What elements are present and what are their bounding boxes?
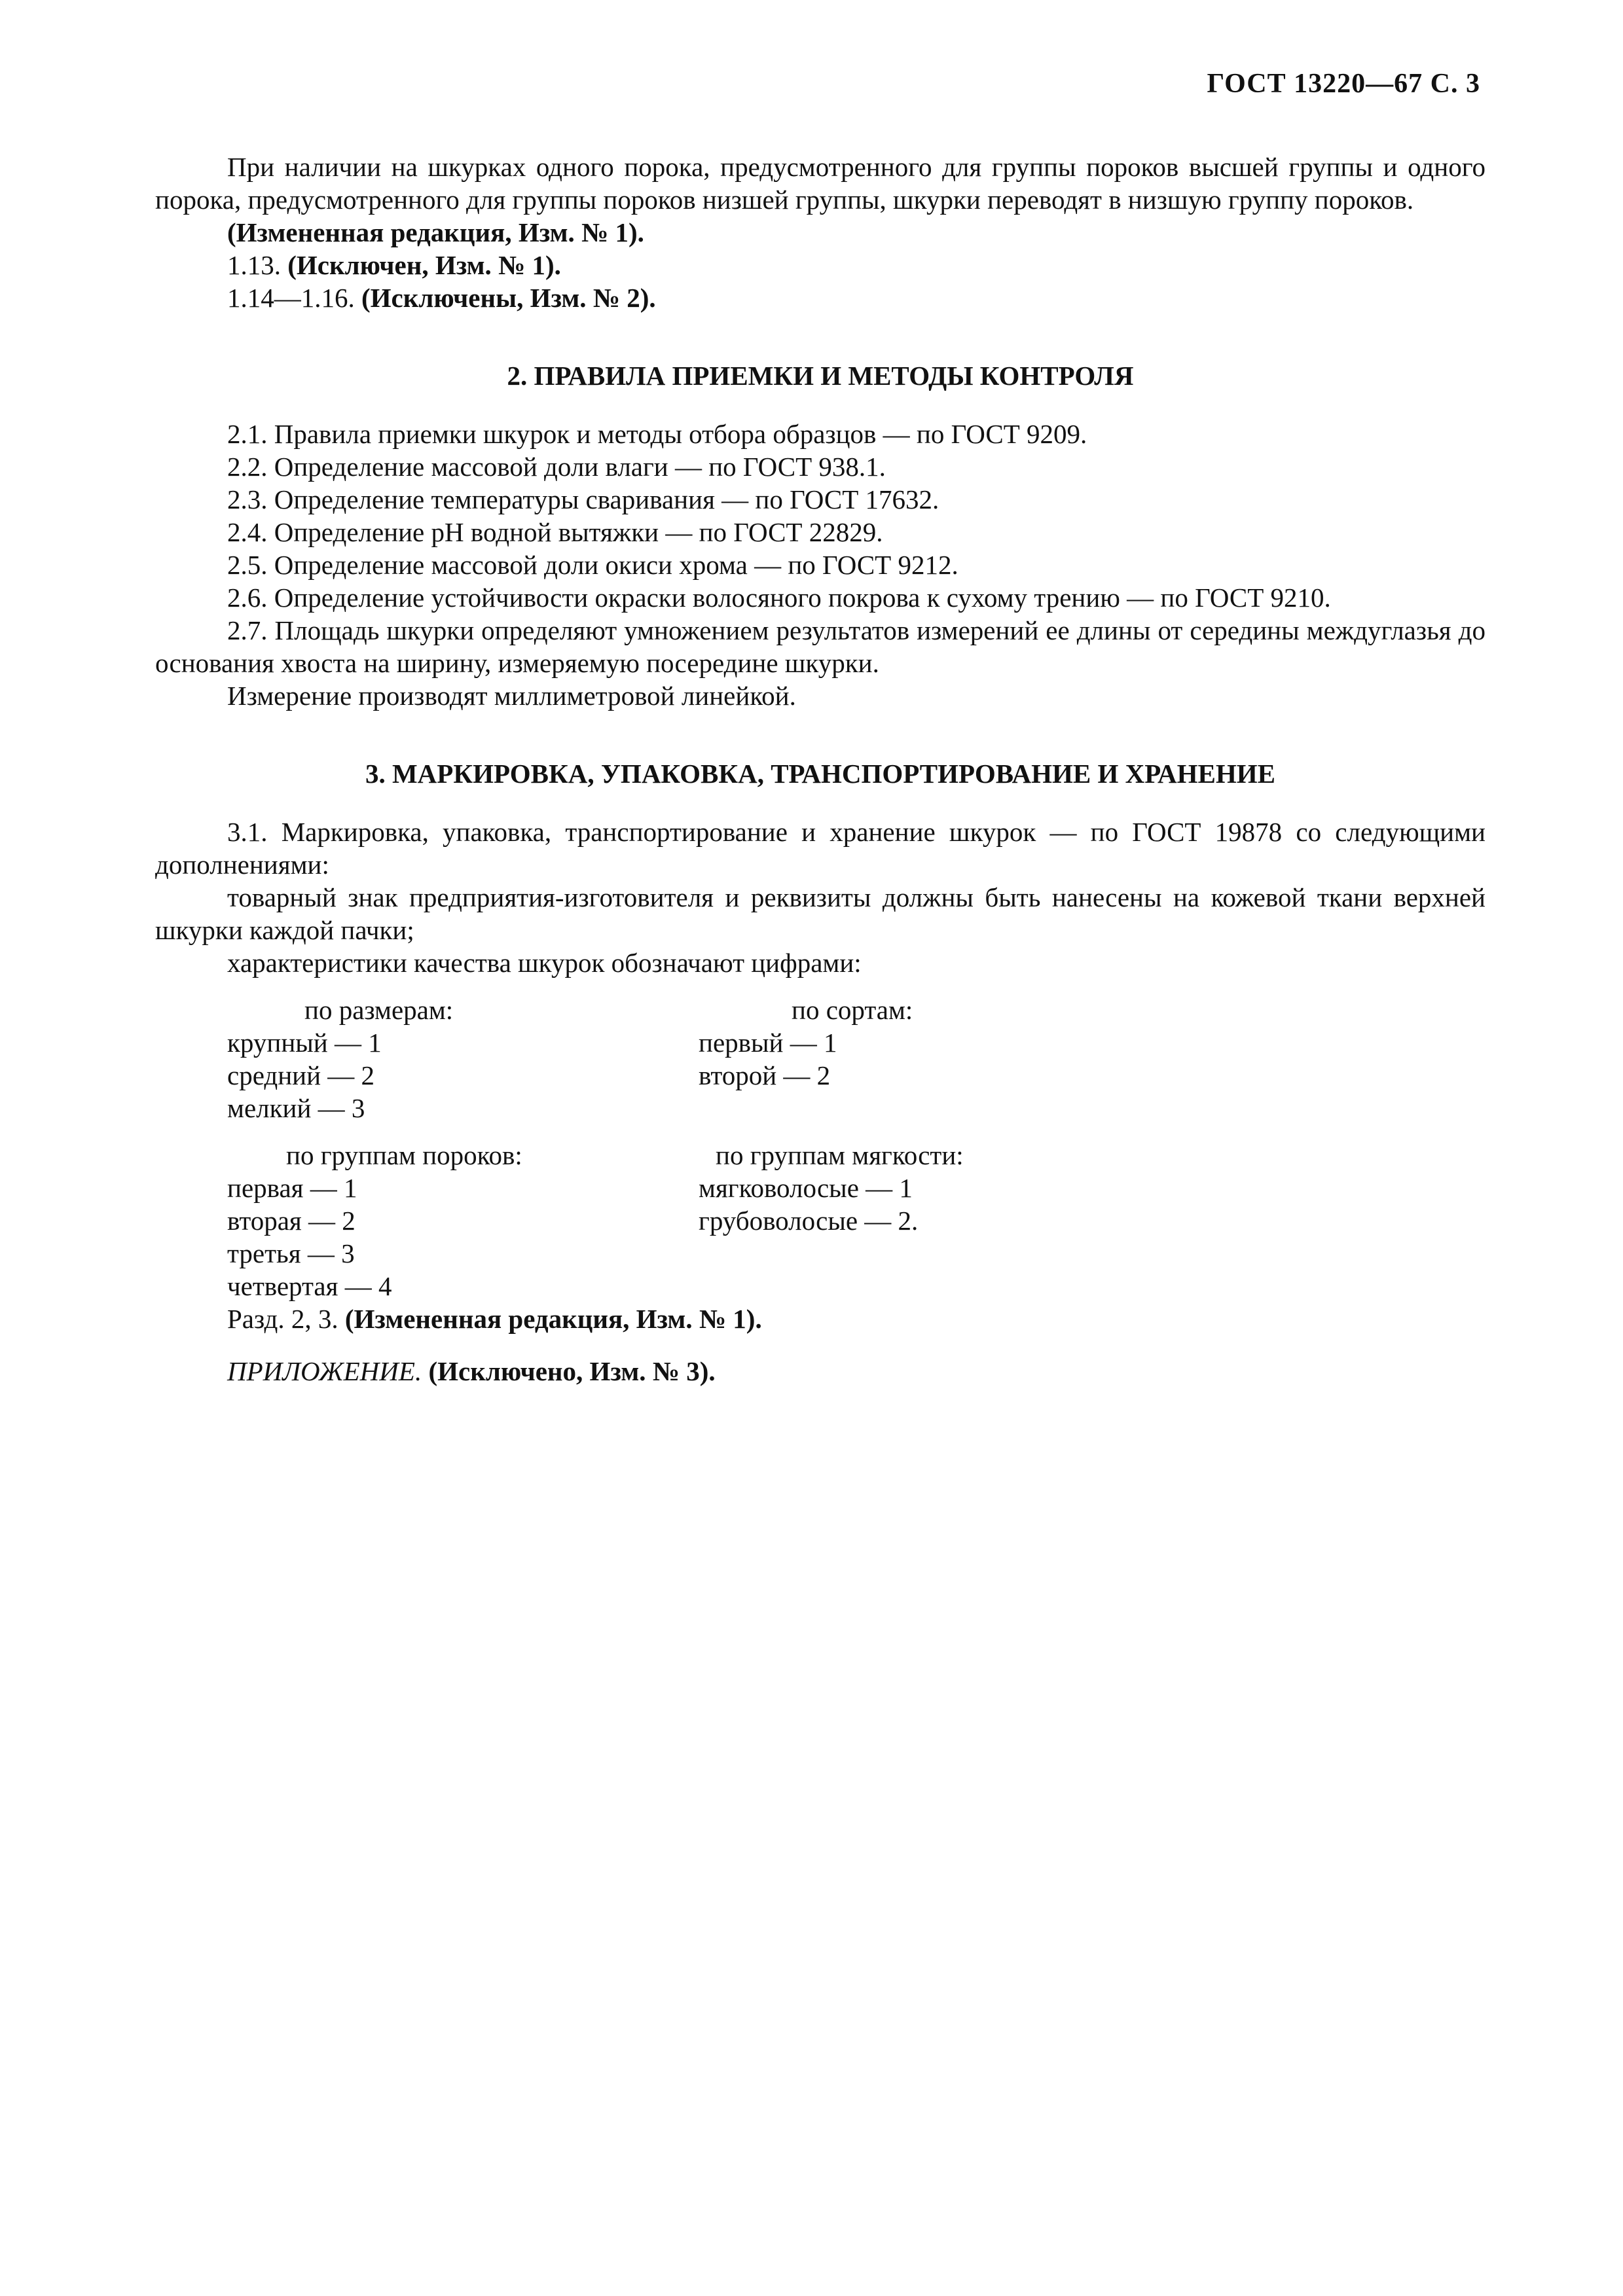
by-grade-item: второй — 2	[699, 1060, 831, 1090]
item-1-13-text: (Исключен, Изм. № 1).	[287, 250, 561, 280]
item-1-14-16-number: 1.14—1.16.	[227, 283, 355, 313]
by-grade-item: первый — 1	[699, 1028, 837, 1058]
item-2-3: 2.3. Определение температуры сваривания — по ГОСТ 17632.	[227, 484, 939, 514]
item-1-14-16	[155, 281, 1486, 314]
item-2-2: 2.2. Определение массовой доли влаги — по ГОСТ 938.1.	[227, 452, 886, 482]
by-softness-heading: по группам мягкости:	[716, 1140, 964, 1170]
by-softness-item: мягковолосые — 1	[699, 1173, 913, 1203]
item-1-14-16-text: (Исключены, Изм. № 2).	[361, 283, 656, 313]
item-2-1: 2.1. Правила приемки шкурок и методы отбора образцов — по ГОСТ 9209.	[227, 419, 1087, 449]
item-2-7: 2.7. Площадь шкурки определяют умножением результатов измерений ее длины от середины междуглазья до основания хвоста на ширину, измеряемую посередине шкурки.	[155, 615, 1486, 678]
by-softness-item: грубоволосые — 2.	[699, 1206, 919, 1236]
size-grade-columns	[155, 994, 1486, 1124]
appendix-label: ПРИЛОЖЕНИЕ.	[227, 1356, 422, 1386]
defects-softness-columns	[155, 1139, 1486, 1302]
by-defects-item: первая — 1	[227, 1173, 357, 1203]
section-amendment-prefix: Разд. 2, 3.	[227, 1304, 338, 1334]
by-size-item: средний — 2	[227, 1060, 375, 1090]
section-amendment-text: (Измененная редакция, Изм. № 1).	[344, 1304, 762, 1334]
section-amendment	[155, 1302, 1486, 1335]
item-2-5: 2.5. Определение массовой доли окиси хрома — по ГОСТ 9212.	[227, 550, 958, 580]
item-1-13-number: 1.13.	[227, 250, 281, 280]
item-2-6: 2.6. Определение устойчивости окраски волосяного покрова к сухому трению — по ГОСТ 9210.	[227, 583, 1331, 613]
item-1-13	[155, 249, 1486, 281]
item-2-4: 2.4. Определение pH водной вытяжки — по ГОСТ 22829.	[227, 517, 883, 547]
by-defects-item: третья — 3	[227, 1238, 355, 1268]
by-size-item: крупный — 1	[227, 1028, 382, 1058]
by-size-heading: по размерам:	[304, 995, 454, 1025]
section-3-title: 3. МАРКИРОВКА, УПАКОВКА, ТРАНСПОРТИРОВАНИЕ И ХРАНЕНИЕ	[365, 759, 1276, 789]
by-defects-column	[227, 1139, 685, 1302]
document-body	[155, 151, 1486, 1388]
item-3-1: 3.1. Маркировка, упаковка, транспортирование и хранение шкурок — по ГОСТ 19878 со следующими дополнениями:	[155, 817, 1486, 880]
by-defects-item: вторая — 2	[227, 1206, 356, 1236]
measurement-note: Измерение производят миллиметровой линейкой.	[227, 681, 796, 711]
intro-amendment: (Измененная редакция, Изм. № 1).	[227, 217, 644, 247]
section-2-title: 2. ПРАВИЛА ПРИЕМКИ И МЕТОДЫ КОНТРОЛЯ	[507, 361, 1134, 391]
by-defects-heading: по группам пороков:	[286, 1140, 522, 1170]
by-size-column	[227, 994, 685, 1124]
by-size-item: мелкий — 3	[227, 1093, 365, 1123]
by-defects-item: четвертая — 4	[227, 1271, 392, 1301]
trademark-note: товарный знак предприятия-изготовителя и реквизиты должны быть нанесены на кожевой ткани верхней шкурки каждой пачки;	[155, 882, 1486, 945]
by-grade-column	[699, 994, 1222, 1092]
by-grade-heading: по сортам:	[792, 995, 913, 1025]
characteristics-note: характеристики качества шкурок обозначают цифрами:	[227, 948, 862, 978]
page-header: ГОСТ 13220—67 С. 3	[1207, 69, 1480, 99]
intro-paragraph: При наличии на шкурках одного порока, предусмотренного для группы пороков высшей группы и одного порока, предусмотренного для группы пороков низшей группы, шкурки переводят в низшую группу пороков.	[155, 152, 1486, 215]
by-softness-column	[699, 1139, 1222, 1237]
appendix-note	[155, 1355, 1486, 1388]
appendix-text: (Исключено, Изм. № 3).	[428, 1356, 716, 1386]
